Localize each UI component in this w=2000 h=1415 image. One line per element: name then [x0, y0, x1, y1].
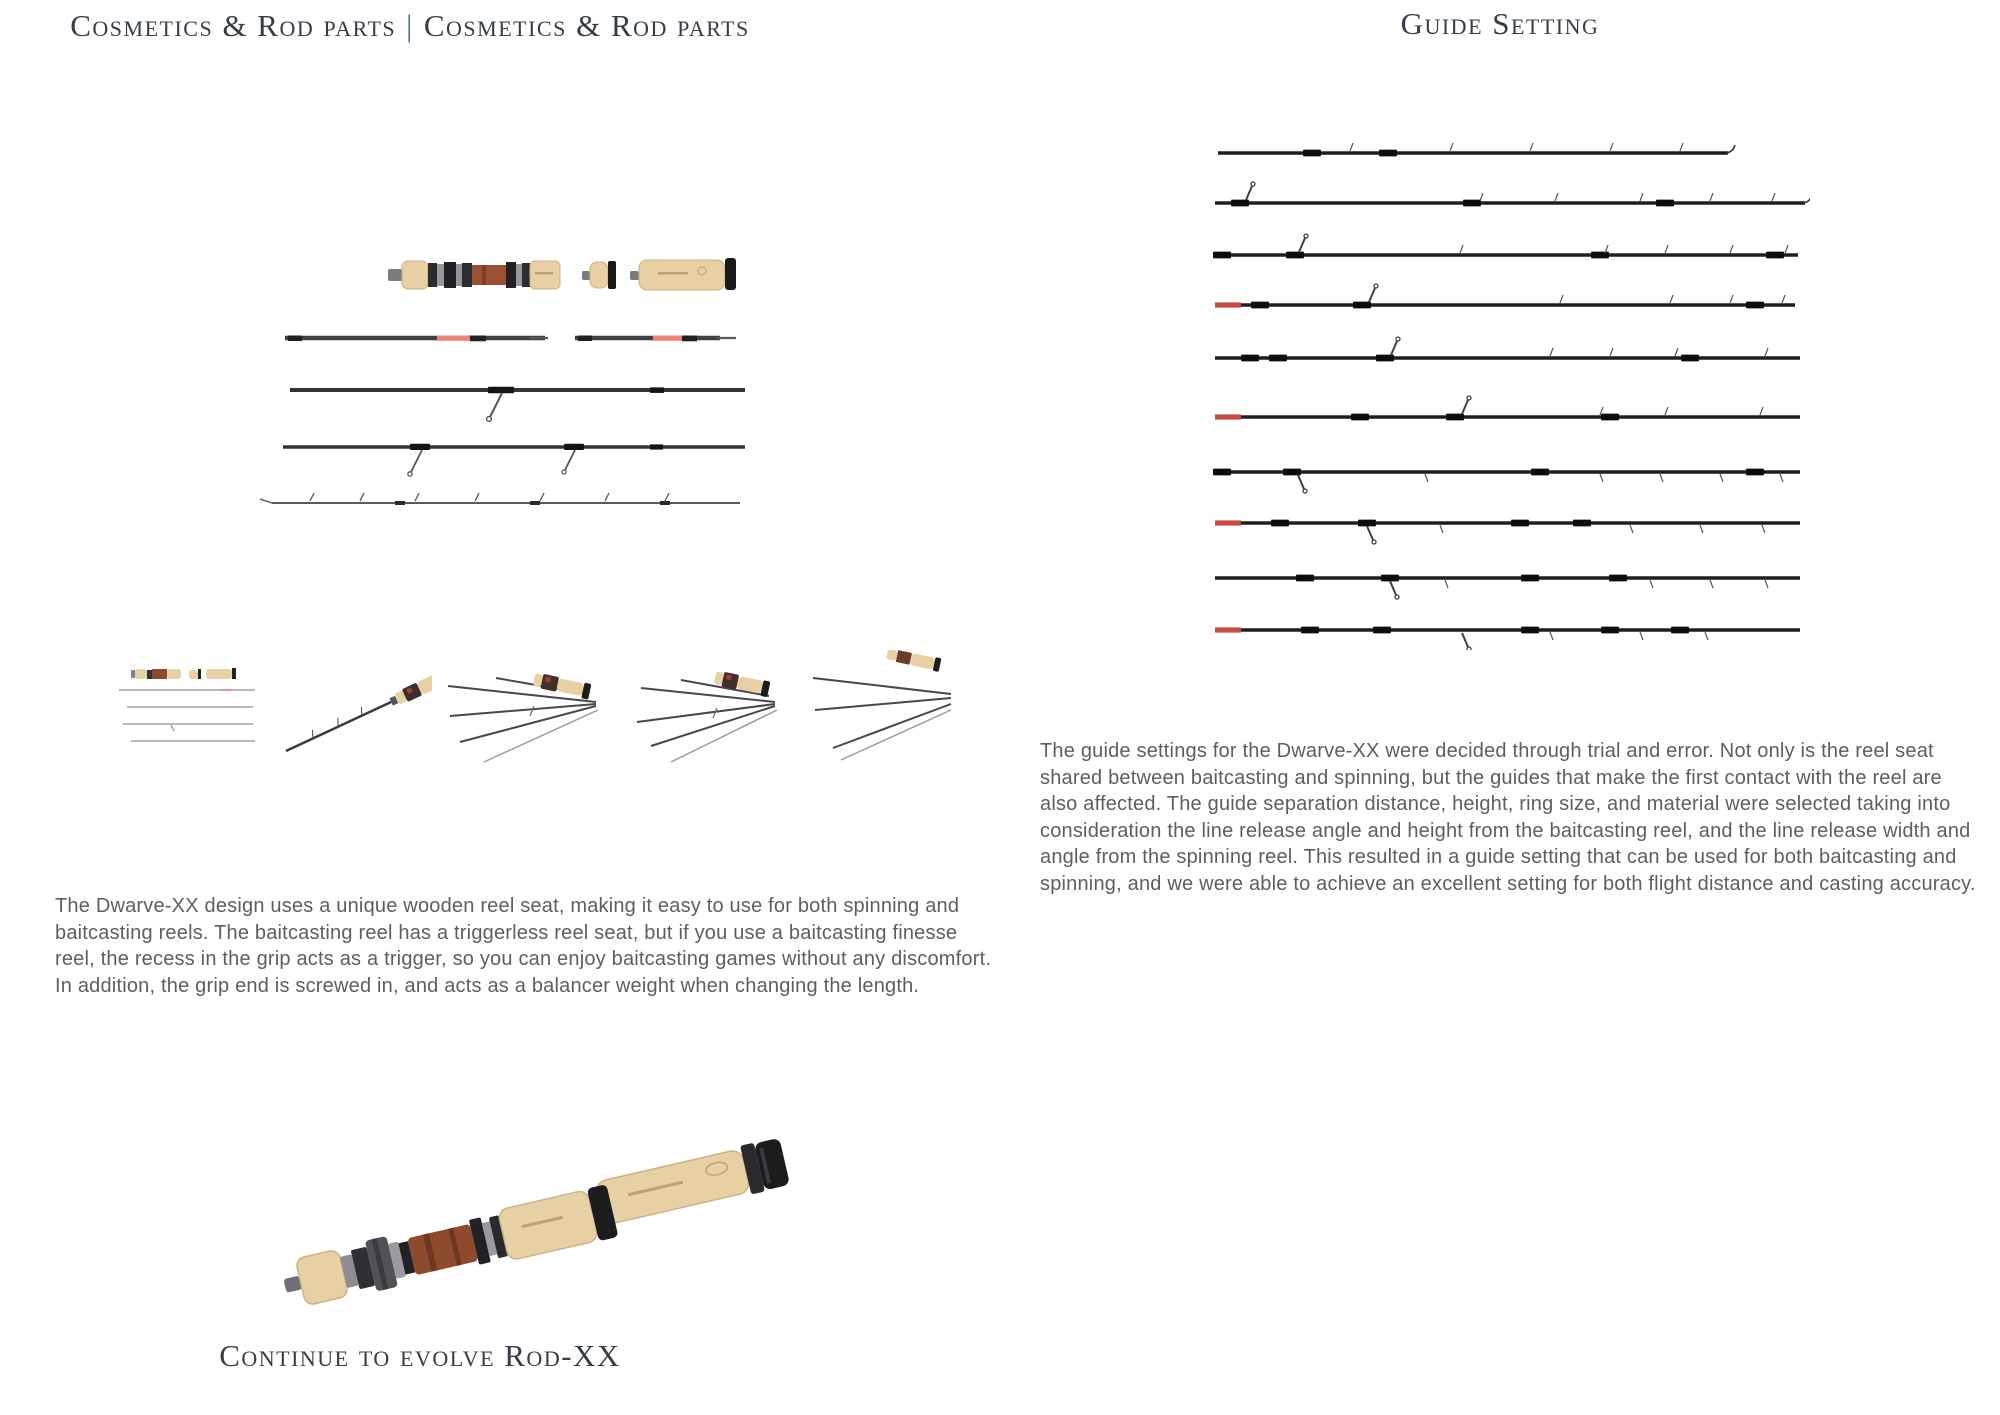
right-description: The guide settings for the Dwarve-XX were decided through trial and error. Not only is the reel seat shared between baitcasting and spinning, but the guides that make the first contact with the reel are also affected. The guide separation distance, height, ring size, and material were selected taking into consideration the line release angle and height from the baitcasting reel, and the line release width and angle from the spinning reel. This resulted in a guide setting that can be used for both baitcasting and spinning, and we were able to achieve an excellent setting for both flight distance and casting accuracy. — [1040, 740, 1976, 895]
thumb-fan-illustration — [438, 650, 613, 770]
rod-parts-illustration — [230, 150, 820, 570]
rod-illustration — [1215, 627, 1800, 650]
rod-section-two-guides — [283, 444, 745, 476]
mini-assembled-rod — [283, 670, 432, 758]
thumbnail-rod-assembled-diagonal[interactable] — [272, 650, 432, 770]
rod-illustration — [1215, 284, 1795, 308]
rod-butt-sections — [285, 336, 736, 342]
fan-sections — [813, 678, 951, 748]
thumb-fan-alt-illustration — [633, 650, 791, 770]
front-grip — [279, 1184, 619, 1312]
mini-handle-row — [131, 668, 236, 679]
thumb-assembled-illustration — [272, 650, 432, 770]
rod-illustration — [1215, 520, 1800, 544]
left-description: The Dwarve-XX design uses a unique wooden reel seat, making it easy to use for both spinning and baitcasting reels. The baitcasting reel has a triggerless reel seat, but if you use a baitcasting finesse reel, the recess in the grip acts as a trigger, so you can enjoy baitcasting games without any discomfort. In addition, the grip end is screwed in, and acts as a balancer weight when changing the length. — [55, 895, 992, 997]
rod-illustration — [1215, 337, 1800, 361]
rod-tip-section — [260, 493, 740, 505]
page-title-cosmetics-rod-parts — [60, 8, 760, 44]
thumb-fan-close-illustration — [805, 650, 953, 770]
thumbnail-rod-sections-fanned[interactable] — [438, 650, 613, 770]
thumbnail-rod-sections-fanned-close[interactable] — [805, 650, 953, 770]
handle-assembly — [388, 258, 736, 290]
image-two-cork-grips — [230, 1090, 830, 1330]
mini-grip — [713, 670, 770, 697]
rod-illustration — [1213, 234, 1798, 258]
rod-illustration — [1215, 182, 1810, 206]
title-separator: | — [406, 8, 414, 43]
rod-illustration — [1215, 575, 1800, 599]
footer-title-continue-to-evolve: Continue to evolve Rod-XX — [219, 1338, 621, 1373]
rod-illustration — [1213, 469, 1800, 493]
mini-grip — [886, 650, 942, 672]
rod-illustration — [1218, 143, 1735, 156]
thumbnail-rod-sections-fanned-alt[interactable] — [633, 650, 791, 770]
grips-illustration — [230, 1090, 830, 1330]
title-part-1: Cosmetics & Rod parts — [70, 8, 397, 43]
rod-illustration — [1215, 396, 1800, 420]
section-title-guide-setting: Guide Setting — [1400, 6, 1600, 41]
main-image-rod-parts-disassembled — [230, 150, 820, 570]
title-part-2: Cosmetics & Rod parts — [423, 8, 750, 43]
rod-mid-section — [290, 387, 745, 422]
image-guide-setting-lineup — [1210, 140, 1810, 650]
thumbnail-rod-parts-flat-lay[interactable] — [105, 650, 265, 770]
thumb-flat-lay-illustration — [105, 650, 265, 770]
mini-rod-lines — [119, 690, 255, 741]
guide-setting-svg — [1210, 140, 1810, 650]
